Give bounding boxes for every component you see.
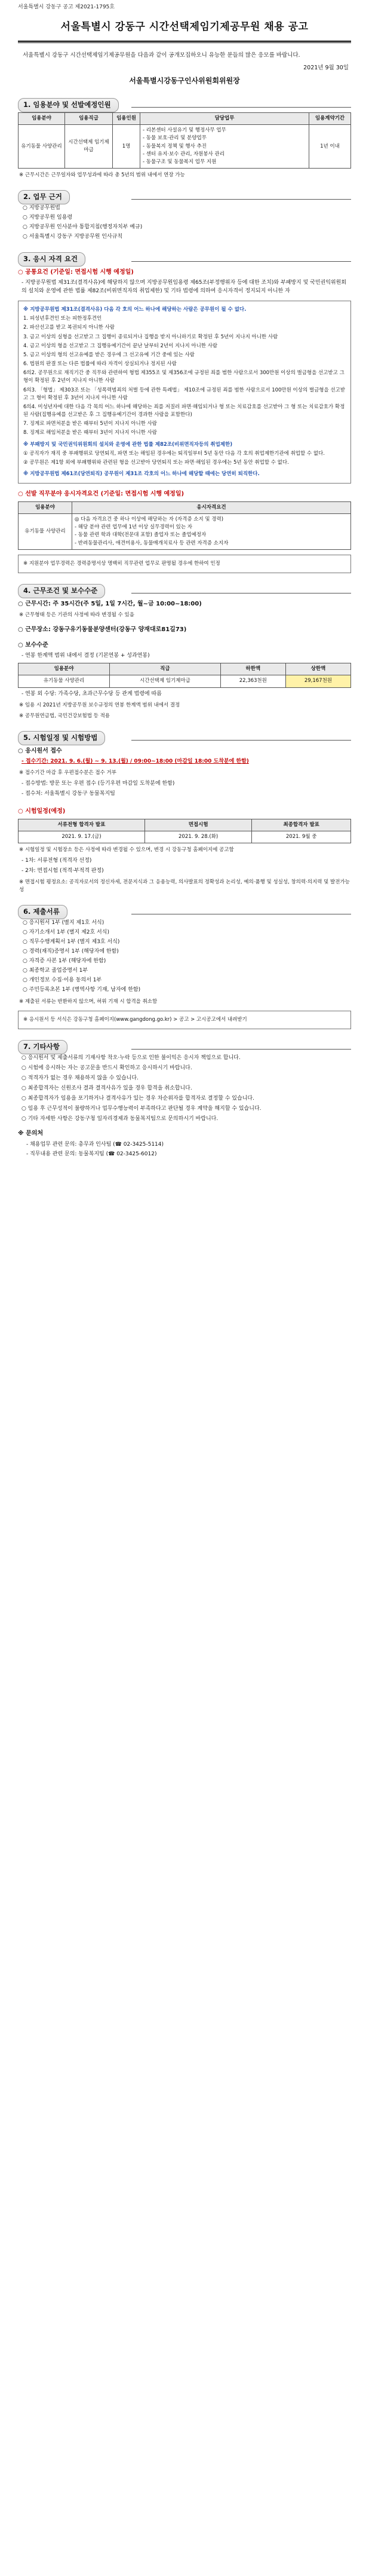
requirement-text: - 지방공무원법 제31조(결격사유)에 해당하지 않으며 지방공무원임용령 제65조(부정행위자 등에 대한 조치)와 부패방지 및 국민권익위원회의 설치와 운영에 관한 법률 제82조(비위면직자의 취업제한) 및 기타 법령에 의하여 응시자격이 정지되지 아니한 자 [21,280,347,295]
box-line: 8. 징계로 해임처분을 받은 때부터 3년이 지나지 아니한 사람 [23,430,157,436]
work-place: ○ 근무장소: 강동구유기동물분양센터(강동구 양재대로81길73) [18,626,187,634]
other-line: ○ 응시원서 및 제출서류의 기재사항 착오·누락 등으로 인한 불이익은 응시자 책임으로 합니다. [21,1054,241,1061]
field-requirements-title: ○ 선발 직무분야 응시자격요건 (기준일: 면접시험 시행 예정일) [18,491,184,498]
cell-date: 2021. 9. 28.(화) [144,831,251,843]
contact-title: ※ 문의처 [18,1130,44,1137]
table-header: 직급 [110,663,221,675]
common-requirements-title: ○ 공통요건 (기준일: 면접시험 시행 예정일) [18,268,134,276]
title-divider [18,41,351,43]
application-line: - 접수방법: 방문 또는 우편 접수 (등기우편 마감일 도착분에 한함) [21,781,175,787]
section-title: 2. 업무 근거 [18,190,70,204]
pay-title: ○ 보수수준 [18,641,48,648]
method-line: - 2차: 면접시험 (적격·부적격 판정) [21,868,104,874]
table-header: 임용계약기간 [309,113,351,125]
positions-note: ※ 근무시간은 근무일자와 업무성과에 따라 총 5년의 범위 내에서 연장 가능 [19,172,185,179]
section-work-conditions [18,584,351,593]
list-item: ○ 직무수행계획서 1부 (별지 제3호 서식) [23,939,120,946]
cell-upper: 29,167천원 [285,675,350,687]
table-header: 담당업무 [140,113,309,125]
requirements-table [18,501,351,550]
pay-line: - 연봉 외 수당: 가족수당, 초과근무수당 등 관계 법령에 따름 [21,690,162,697]
other-line: ○ 임용 후 근무성적이 불량하거나 업무수행능력이 부족하다고 판단될 경우 계약을 해지할 수 있습니다. [21,1105,262,1112]
method-line: - 1차: 서류전형 (적격자 선정) [21,858,92,864]
application-period: - 접수기간: 2021. 9. 6.(월) ~ 9. 13.(월) / 09:00~18:00 (마감일 18:00 도착분에 한함) [21,758,249,765]
section-title: 3. 응시 자격 요건 [18,252,85,267]
section-divider [131,1049,351,1050]
schedule-note: ※ 시험일정 및 시험장소 등은 사정에 따라 변경될 수 있으며, 변경 시 강동구청 홈페이지에 공고함 [19,847,234,853]
documents-list [23,919,351,995]
cell-field: 유기동물 사양관리 [19,125,65,169]
forms-box [18,1011,351,1029]
section-divider [131,740,351,741]
list-item: ○ 응시원서 1부 (별지 제1호 서식) [23,920,104,926]
table-row [19,675,351,687]
section-legal-basis [18,190,351,200]
exam-schedule-table [18,819,351,843]
box-line: 7. 징계로 파면처분을 받은 때부터 5년이 지나지 아니한 사람 [23,421,157,427]
table-header: 상한액 [285,663,350,675]
table-header: 임용직급 [65,113,113,125]
box-line: 1. 피성년후견인 또는 피한정후견인 [23,316,102,322]
list-item: ○ 최종학교 졸업증명서 1부 [23,967,88,974]
table-header: 임용인원 [113,113,140,125]
announcement-date: 2021년 9월 30일 [303,65,349,71]
list-item: ○ 지방공무원법 [23,205,60,212]
application-line: - 접수처: 서울특별시 강동구 동물복지팀 [21,791,115,797]
table-header: 임용분야 [19,113,65,125]
cell-rank: 시간선택제 임기제마급 [65,125,113,169]
application-title: ○ 응시원서 접수 [18,747,62,754]
box-line: ① 공직자가 재직 중 부패행위로 당연퇴직, 파면 또는 해임된 경우에는 퇴직일부터 5년 동안 다음 각 호의 취업제한기관에 취업할 수 없다. [23,450,325,457]
cell-requirements [72,514,351,550]
documents-note: ※ 제출된 서류는 반환하지 않으며, 허위 기재 시 합격을 취소함 [19,998,158,1005]
pay-line: ※ 임용 시 2021년 지방공무원 보수규정의 연봉 한계액 범위 내에서 결정 [19,702,180,708]
section-positions [18,98,351,108]
list-item: ○ 지방공무원 인사분야 통합지침(행정자치부 예규) [23,224,143,231]
application-line [21,758,351,766]
list-item: ○ 자격증 사본 1부 (해당자에 한함) [23,958,106,965]
section-title: 7. 기타사항 [18,1040,67,1054]
table-header: 서류전형 합격자 발표 [19,819,145,831]
box-line: 5. 금고 이상의 형의 선고유예를 받은 경우에 그 선고유예 기간 중에 있는 사람 [23,351,195,358]
table-header: 하한액 [220,663,285,675]
other-line: ○ 적격자가 없는 경우 채용하지 않을 수 있습니다. [21,1075,139,1081]
box-line: 4. 금고 이상의 형을 선고받고 그 집행유예기간이 끝난 날부터 2년이 지나지 아니한 사람 [23,342,218,349]
table-header: 면접시험 [144,819,251,831]
signer: 서울특별시강동구인사위원회위원장 [129,76,240,85]
box-heading: ※ 지방공무원법 제31조(결격사유) 다음 각 호의 어느 하나에 해당하는 사람은 공무원이 될 수 없다. [23,307,247,313]
other-line: ○ 기타 자세한 사항은 강동구청 일자리경제과 동물복지팀으로 문의하시기 바랍니다. [21,1115,219,1122]
box-line: 6의4. 미성년자에 대한 다음 각 목의 어느 하나에 해당하는 죄를 저질러 파면·해임되거나 형 또는 치료감호를 선고받아 그 형 또는 치료감호가 확정된 사람(집행유예를 선고받은 후 그 집행유예기간이 경과한 사람을 포함한다) [23,403,345,418]
section-eligibility [18,252,351,262]
cell-rank: 시간선택제 임기제마급 [110,675,221,687]
box-heading: ※ 부패방지 및 국민권익위원회의 설치와 운영에 관한 법률 제82조(비위면직자등의 취업제한) [23,441,233,448]
table-header: 최종합격자 발표 [252,819,351,831]
section-other [18,1040,351,1050]
list-item: ○ 개인정보 수집·이용 동의서 1부 [23,977,102,983]
table-header: 임용분야 [19,663,110,675]
requirement-line: - 해당 분야 관련 업무에 1년 이상 실무경력이 있는 자 [75,524,193,531]
box-line: ※ 응시원서 등 서식은 강동구청 홈페이지(www.gangdong.go.kr) > 공고 > 고시공고에서 내려받기 [23,1016,247,1023]
box-line: 6의3. 「형법」 제303조 또는 「성폭력범죄의 처벌 등에 관한 특례법」 제10조에 규정된 죄를 범한 사람으로서 100만원 이상의 벌금형을 선고받고 그 형이 확정된 후 3년이 지나지 아니한 사람 [23,387,346,401]
table-header: 응시자격요건 [72,501,351,513]
other-line: ○ 시험에 응시하는 자는 공고문을 반드시 확인하고 응시하시기 바랍니다. [21,1064,192,1071]
section-documents [18,905,351,914]
table-row [19,514,351,550]
pay-note: - 연봉 한계액 범위 내에서 결정 (기본연봉 + 성과연봉) [21,653,150,659]
work-hours-note: ※ 근무형태 등은 기관의 사정에 따라 변경될 수 있음 [19,612,134,619]
requirement-line: - 반려동물관리사, 애견미용사, 동물매개치료사 등 관련 자격증 소지자 [75,540,229,546]
contact-line: - 직무내용 관련 문의: 동물복지팀 (☎ 02-3425-6012) [26,1151,157,1157]
list-item: ○ 자기소개서 1부 (별지 제2호 서식) [23,929,109,936]
method-line: ※ 면접시험 평정요소: 공직자로서의 정신자세, 전문지식과 그 응용능력, 의사발표의 정확성과 논리성, 예의·품행 및 성실성, 창의력·의지력 및 발전가능성 [19,879,350,894]
page-title: 서울특별시 강동구 시간선택제임기제공무원 채용 공고 [60,20,309,33]
cell-date: 2021. 9월 중 [252,831,351,843]
list-item: ○ 서울특별시 강동구 지방공무원 인사규칙 [23,233,123,240]
box-heading: ※ 지방공무원법 제61조(당연퇴직) 공무원이 제31조 각호의 어느 하나에 해당할 때에는 당연히 퇴직한다. [23,471,260,478]
list-item: ○ 주민등록초본 1부 (병역사항 기재, 남자에 한함) [23,986,141,993]
other-line: ○ 최종합격자는 신원조사 결과 결격사유가 있을 경우 합격을 취소합니다. [21,1085,192,1091]
cell-lower: 22,363천원 [220,675,285,687]
box-line: 2. 파산선고를 받고 복권되지 아니한 사람 [23,325,115,331]
section-title: 1. 임용분야 및 선발예정인원 [18,98,119,112]
section-title: 6. 제출서류 [18,905,67,919]
list-item: ○ 지방공무원 임용령 [23,215,73,221]
contact-line: - 채용업무 관련 문의: 총무과 인사팀 (☎ 02-3425-5114) [26,1141,164,1148]
application-line: ※ 접수기간 마감 후 우편접수분은 접수 거부 [19,770,116,776]
intro-text: 서울특별시 강동구 시간선택제임기제공무원을 다음과 같이 공개모집하오니 유능한 분들의 많은 응모를 바랍니다. [23,52,300,59]
table-row [19,125,351,169]
box-line: 3. 금고 이상의 실형을 선고받고 그 집행이 종료되거나 집행을 받지 아니하기로 확정된 후 5년이 지나지 아니한 사람 [23,334,278,340]
section-divider [131,199,351,200]
requirement-line: - 동물 관련 학과 대학(전문대 포함) 졸업자 또는 졸업예정자 [75,532,207,539]
announcement-number: 서울특별시 강동구 공고 제2021-1795호 [18,4,115,10]
box-line: 6. 법원의 판결 또는 다른 법률에 따라 자격이 상실되거나 정지된 사람 [23,361,177,368]
pay-table [18,663,351,687]
work-hours: ○ 근무시간: 주 35시간(주 5일, 1일 7시간, 월~금 10:00~18:00) [18,600,202,607]
pay-line: ※ 공무원연금법, 국민건강보험법 등 적용 [19,712,110,719]
disqualification-box [18,301,351,484]
requirement-line: ◎ 다음 자격요건 중 하나 이상에 해당하는 자 (자격증 소지 및 경력) [75,516,224,523]
box-line: ② 공무원은 제1항 외에 부패행위와 관련된 형을 선고받아 당연퇴직 또는 파면·해임된 경우에는 5년 동안 취업할 수 없다. [23,460,289,466]
cell-duties: - 리본센터 사설유기 및 행정사무 업무 - 동물 보호·관리 및 분양업무 - 동물복지 정책 및 행사 추진 - 센터 유지·보수 관리, 자원봉사 관리 - 동물구조 및 동물복지 업무 지원 [140,125,309,169]
cell-date: 2021. 9. 17.(금) [19,831,145,843]
table-header: 임용분야 [19,501,72,513]
cell-field: 유기동물 사양관리 [19,514,72,550]
box-line: 6의2. 공무원으로 재직기간 중 직무와 관련하여 형법 제355조 및 제356조에 규정된 죄를 범한 사람으로서 300만원 이상의 벌금형을 선고받고 그 형이 확정된 후 2년이 지나지 아니한 사람 [23,370,345,384]
section-title: 4. 근무조건 및 보수수준 [18,584,105,598]
legal-basis-list [23,204,351,241]
box-line: ※ 지원분야 업무경력은 경력증명서상 명백히 직무관련 업무로 판명될 경우에 한하여 인정 [23,560,220,567]
experience-note-box [18,555,351,573]
section-title: 5. 시험일정 및 시험방법 [18,731,105,745]
list-item: ○ 경력(재직)증명서 1부 (해당자에 한함) [23,949,119,955]
section-schedule [18,731,351,741]
section-divider [131,261,351,262]
cell-term: 1년 이내 [309,125,351,169]
section-divider [131,107,351,108]
exam-schedule-title: ○ 시험일정(예정) [18,808,66,815]
cell-field: 유기동물 사양관리 [19,675,110,687]
cell-count: 1명 [113,125,140,169]
other-line: ○ 최종합격자가 임용을 포기하거나 결격사유가 있는 경우 차순위자를 합격자로 결정할 수 있습니다. [21,1095,254,1102]
table-row [19,831,351,843]
positions-table [18,112,351,169]
